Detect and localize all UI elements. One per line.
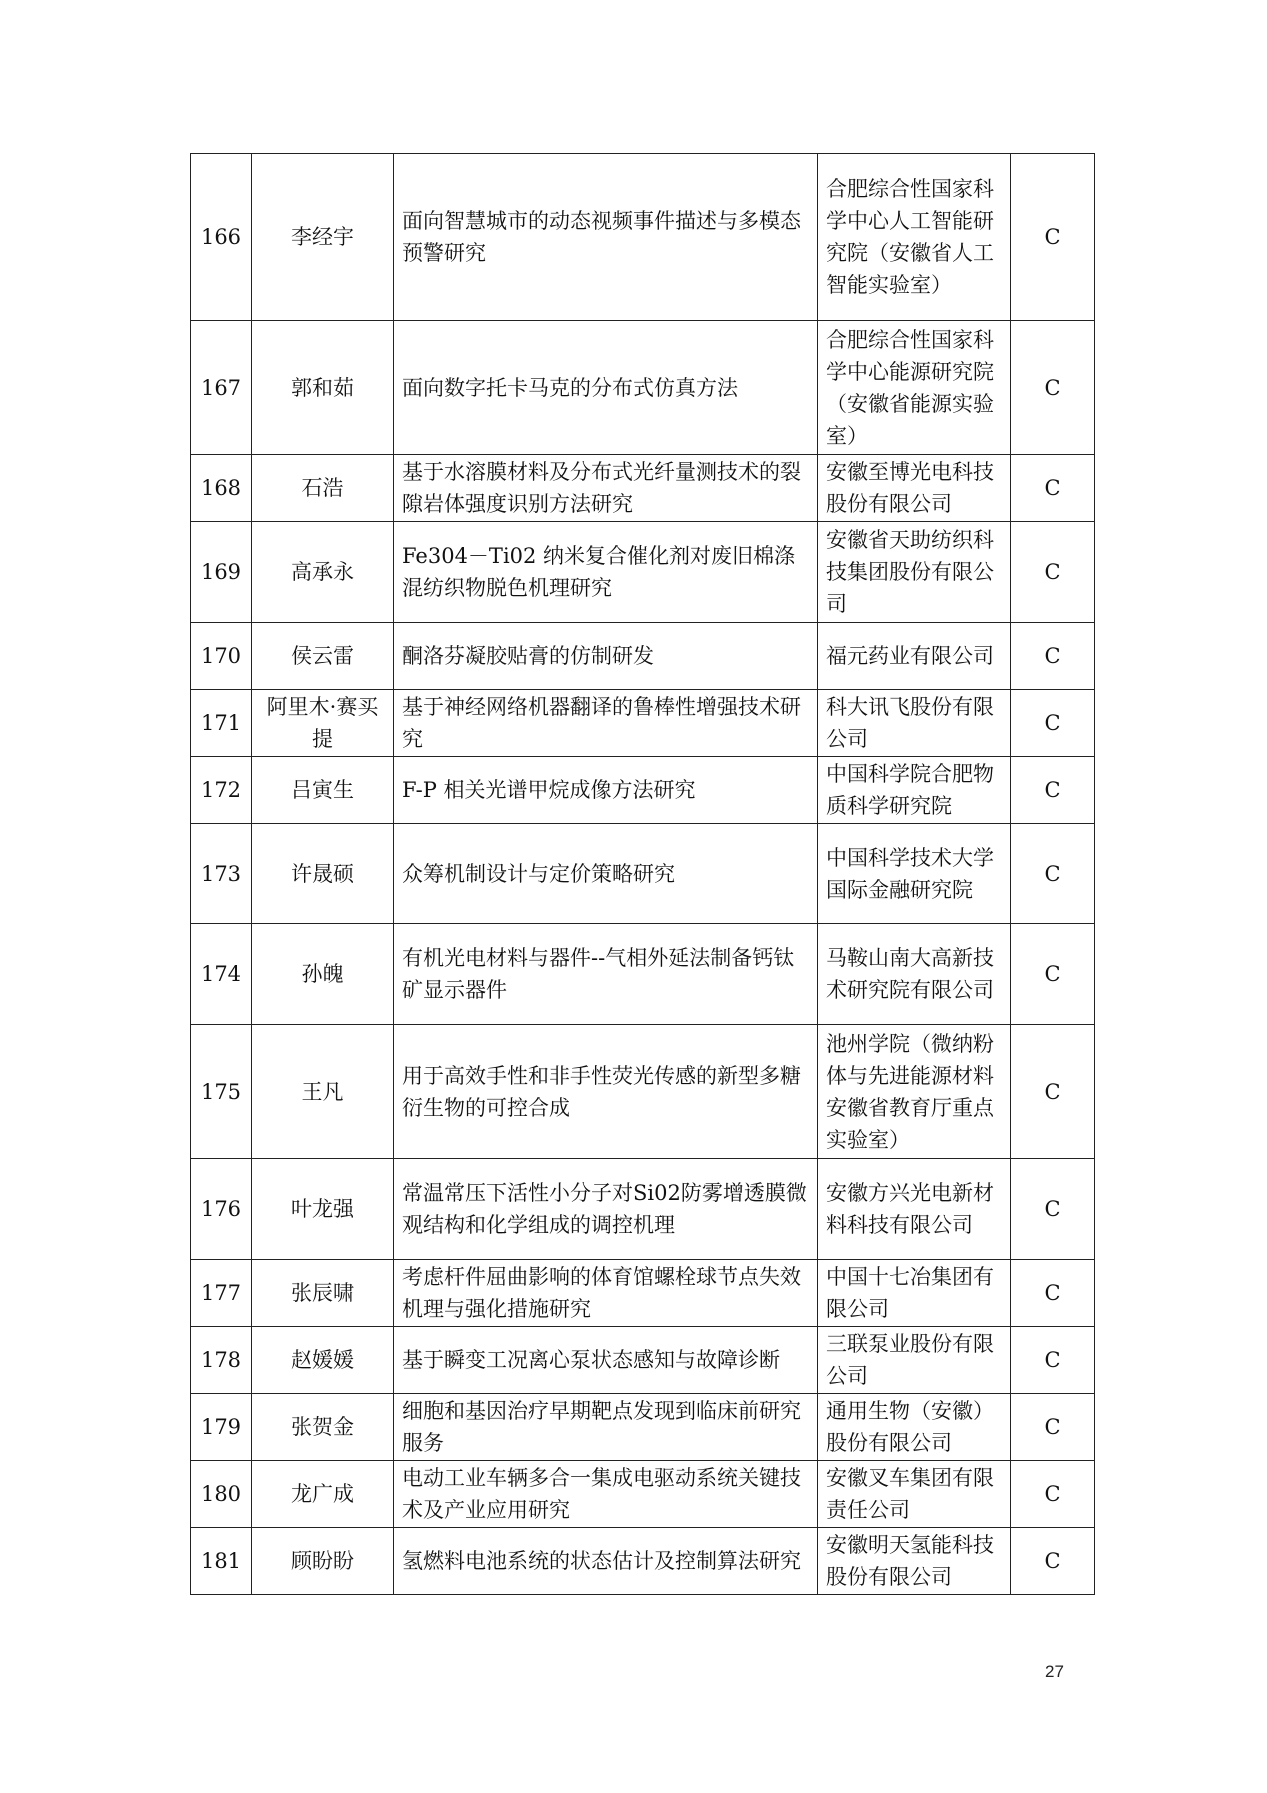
project-title: Fe304－Ti02 纳米复合催化剂对废旧棉涤混纺织物脱色机理研究 bbox=[394, 522, 818, 623]
project-title: 基于水溶膜材料及分布式光纤量测技术的裂隙岩体强度识别方法研究 bbox=[394, 455, 818, 522]
project-title: 有机光电材料与器件--气相外延法制备钙钛矿显示器件 bbox=[394, 924, 818, 1025]
person-name: 郭和茹 bbox=[252, 321, 394, 455]
row-number: 177 bbox=[191, 1260, 252, 1327]
grade: C bbox=[1011, 1260, 1095, 1327]
row-number: 178 bbox=[191, 1327, 252, 1394]
person-name: 吕寅生 bbox=[252, 757, 394, 824]
organization: 中国十七冶集团有限公司 bbox=[818, 1260, 1011, 1327]
page-number: 27 bbox=[1045, 1662, 1064, 1681]
project-title: 电动工业车辆多合一集成电驱动系统关键技术及产业应用研究 bbox=[394, 1461, 818, 1528]
person-name: 叶龙强 bbox=[252, 1159, 394, 1260]
grade: C bbox=[1011, 455, 1095, 522]
person-name: 石浩 bbox=[252, 455, 394, 522]
table-row bbox=[191, 1327, 1095, 1394]
row-number: 173 bbox=[191, 824, 252, 924]
grade: C bbox=[1011, 824, 1095, 924]
table-row bbox=[191, 757, 1095, 824]
project-title: 面向数字托卡马克的分布式仿真方法 bbox=[394, 321, 818, 455]
grade: C bbox=[1011, 924, 1095, 1025]
organization: 合肥综合性国家科学中心能源研究院（安徽省能源实验室） bbox=[818, 321, 1011, 455]
project-title: 常温常压下活性小分子对Si02防雾增透膜微观结构和化学组成的调控机理 bbox=[394, 1159, 818, 1260]
table-row bbox=[191, 1025, 1095, 1159]
row-number: 179 bbox=[191, 1394, 252, 1461]
person-name: 侯云雷 bbox=[252, 623, 394, 690]
grade: C bbox=[1011, 690, 1095, 757]
project-title: 众筹机制设计与定价策略研究 bbox=[394, 824, 818, 924]
row-number: 167 bbox=[191, 321, 252, 455]
grade: C bbox=[1011, 321, 1095, 455]
row-number: 166 bbox=[191, 154, 252, 321]
person-name: 龙广成 bbox=[252, 1461, 394, 1528]
project-title: 氢燃料电池系统的状态估计及控制算法研究 bbox=[394, 1528, 818, 1595]
table-row bbox=[191, 623, 1095, 690]
project-title: 基于神经网络机器翻译的鲁棒性增强技术研究 bbox=[394, 690, 818, 757]
row-number: 169 bbox=[191, 522, 252, 623]
row-number: 171 bbox=[191, 690, 252, 757]
row-number: 175 bbox=[191, 1025, 252, 1159]
person-name: 阿里木·赛买提 bbox=[252, 690, 394, 757]
row-number: 181 bbox=[191, 1528, 252, 1595]
grade: C bbox=[1011, 522, 1095, 623]
project-table bbox=[190, 153, 1095, 1595]
table-row bbox=[191, 321, 1095, 455]
organization: 安徽明天氢能科技股份有限公司 bbox=[818, 1528, 1011, 1595]
organization: 中国科学技术大学国际金融研究院 bbox=[818, 824, 1011, 924]
organization: 池州学院（微纳粉体与先进能源材料安徽省教育厅重点实验室） bbox=[818, 1025, 1011, 1159]
person-name: 赵媛媛 bbox=[252, 1327, 394, 1394]
person-name: 许晟硕 bbox=[252, 824, 394, 924]
grade: C bbox=[1011, 1528, 1095, 1595]
grade: C bbox=[1011, 1025, 1095, 1159]
table-row bbox=[191, 455, 1095, 522]
project-title: 细胞和基因治疗早期靶点发现到临床前研究服务 bbox=[394, 1394, 818, 1461]
table-row bbox=[191, 1159, 1095, 1260]
project-title: F-P 相关光谱甲烷成像方法研究 bbox=[394, 757, 818, 824]
table-row bbox=[191, 1260, 1095, 1327]
row-number: 168 bbox=[191, 455, 252, 522]
grade: C bbox=[1011, 757, 1095, 824]
table-row bbox=[191, 154, 1095, 321]
grade: C bbox=[1011, 1394, 1095, 1461]
person-name: 张贺金 bbox=[252, 1394, 394, 1461]
grade: C bbox=[1011, 1159, 1095, 1260]
person-name: 张辰啸 bbox=[252, 1260, 394, 1327]
organization: 安徽方兴光电新材料科技有限公司 bbox=[818, 1159, 1011, 1260]
table-row bbox=[191, 1461, 1095, 1528]
person-name: 王凡 bbox=[252, 1025, 394, 1159]
grade: C bbox=[1011, 623, 1095, 690]
organization: 马鞍山南大高新技术研究院有限公司 bbox=[818, 924, 1011, 1025]
organization: 通用生物（安徽）股份有限公司 bbox=[818, 1394, 1011, 1461]
organization: 中国科学院合肥物质科学研究院 bbox=[818, 757, 1011, 824]
project-title: 面向智慧城市的动态视频事件描述与多模态预警研究 bbox=[394, 154, 818, 321]
person-name: 高承永 bbox=[252, 522, 394, 623]
organization: 科大讯飞股份有限公司 bbox=[818, 690, 1011, 757]
project-title: 酮洛芬凝胶贴膏的仿制研发 bbox=[394, 623, 818, 690]
project-title: 用于高效手性和非手性荧光传感的新型多糖衍生物的可控合成 bbox=[394, 1025, 818, 1159]
organization: 三联泵业股份有限公司 bbox=[818, 1327, 1011, 1394]
row-number: 176 bbox=[191, 1159, 252, 1260]
grade: C bbox=[1011, 154, 1095, 321]
row-number: 174 bbox=[191, 924, 252, 1025]
organization: 合肥综合性国家科学中心人工智能研究院（安徽省人工智能实验室） bbox=[818, 154, 1011, 321]
project-title: 考虑杆件屈曲影响的体育馆螺栓球节点失效机理与强化措施研究 bbox=[394, 1260, 818, 1327]
organization: 安徽至博光电科技股份有限公司 bbox=[818, 455, 1011, 522]
table-row bbox=[191, 1528, 1095, 1595]
row-number: 172 bbox=[191, 757, 252, 824]
grade: C bbox=[1011, 1327, 1095, 1394]
table-row bbox=[191, 522, 1095, 623]
grade: C bbox=[1011, 1461, 1095, 1528]
organization: 安徽省天助纺织科技集团股份有限公司 bbox=[818, 522, 1011, 623]
table-row bbox=[191, 1394, 1095, 1461]
row-number: 170 bbox=[191, 623, 252, 690]
table-row bbox=[191, 824, 1095, 924]
row-number: 180 bbox=[191, 1461, 252, 1528]
organization: 安徽叉车集团有限责任公司 bbox=[818, 1461, 1011, 1528]
project-title: 基于瞬变工况离心泵状态感知与故障诊断 bbox=[394, 1327, 818, 1394]
person-name: 李经宇 bbox=[252, 154, 394, 321]
person-name: 顾盼盼 bbox=[252, 1528, 394, 1595]
table-row bbox=[191, 924, 1095, 1025]
person-name: 孙魄 bbox=[252, 924, 394, 1025]
organization: 福元药业有限公司 bbox=[818, 623, 1011, 690]
table-row bbox=[191, 690, 1095, 757]
